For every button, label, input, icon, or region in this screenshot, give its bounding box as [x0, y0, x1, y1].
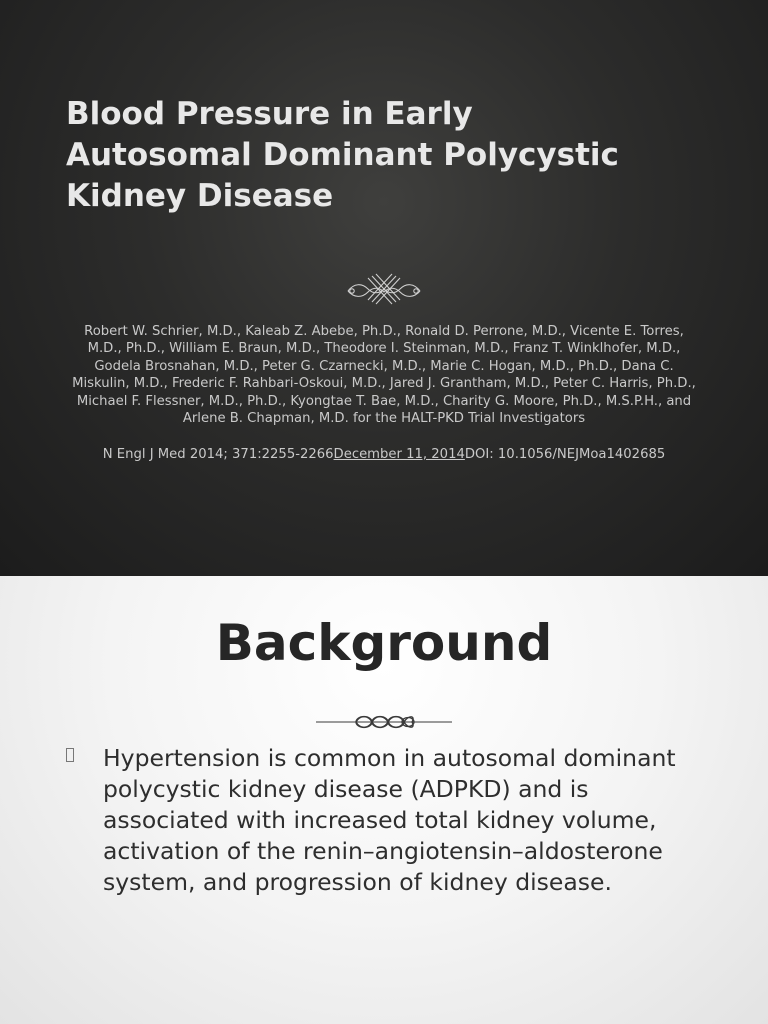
- list-item: [66, 743, 706, 898]
- doi-reference: DOI: 10.1056/NEJMoa1402685: [464, 447, 666, 462]
- slide-heading: Background: [215, 614, 553, 672]
- flourish-ornament-icon: [346, 270, 422, 308]
- title-line: Blood Pressure in Early: [66, 96, 473, 132]
- author-list: Robert W. Schrier, M.D., Kaleab Z. Abebe, Ph.D., Ronald D. Perrone, M.D., Vicente E. Torres, M.D., Ph.D., William E. Braun, M.D., Theodore I. Steinman, M.D., Franz T. Winklhofer, M.D., Godela Brosnahan, M.D., Peter G. Czarnecki, M.D., Marie C. Hogan, M.D., Ph.D., Dana C. Miskulin, M.D., Frederic F. Rahbari-Oskoui, M.D., Jared J. Grantham, M.D., Peter C. Harris, Ph.D., Michael F. Flessner, M.D., Ph.D., Kyongtae T. Bae, M.D., Charity G. Moore, Ph.D., M.S.P.H., and Arlene B. Chapman, M.D. for the HALT-PKD Trial Investigators: [72, 324, 696, 427]
- knot-divider-icon: [316, 712, 452, 732]
- journal-reference: N Engl J Med 2014; 371:2255-2266: [102, 447, 334, 462]
- title-line: Kidney Disease: [66, 178, 334, 214]
- background-slide: [0, 576, 768, 1024]
- citation-line: [60, 446, 708, 463]
- bullet-text: Hypertension is common in autosomal dominant polycystic kidney disease (ADPKD) and is associated with increased total kidney volume, activation of the renin–angiotensin–aldosterone system, and progression of kidney disease.: [103, 744, 676, 896]
- title-line: Autosomal Dominant Polycystic: [66, 137, 619, 173]
- publication-date-link[interactable]: December 11, 2014: [333, 447, 465, 462]
- bullet-list: [66, 743, 706, 898]
- bullet-marker-icon: [66, 748, 74, 762]
- slide-title: [66, 94, 706, 217]
